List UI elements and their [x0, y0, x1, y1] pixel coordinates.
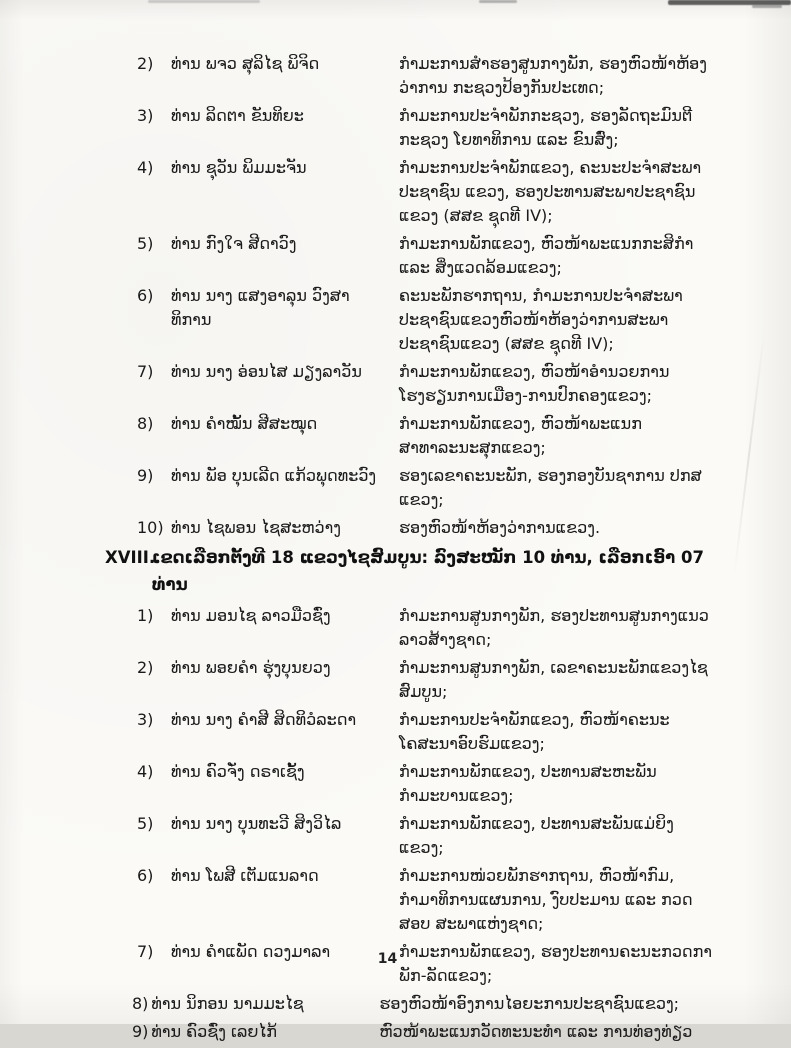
candidate-name: ທ່ານ ພຈວ ສຸລິໄຊ ພິຈິດ	[171, 54, 320, 73]
list-item	[137, 708, 715, 756]
candidate-name: ທ່ານ ຄົວຈັ່ງ ດຣາເຊັ້ງ	[171, 762, 305, 781]
item-number: 4)	[137, 158, 154, 177]
scan-artifact	[752, 5, 782, 8]
candidate-name: ທ່ານ ລິດຕາ ຂັນທິຍະ	[171, 106, 304, 125]
candidate-name: ທ່ານ ຄຳແພັດ ດວງມາລາ	[171, 942, 331, 961]
candidate-role: ຄະນະພັກຮາກຖານ, ກຳມະການປະຈຳສະພາປະຊາຊົນແຂວງຫົວໜ້າຫ້ອງວ່າການສະພາປະຊາຊົນແຂວງ (ສສຂ ຊຸດທີ IV);	[399, 286, 683, 353]
item-number: 8)	[137, 414, 154, 433]
list-item	[137, 864, 715, 936]
list-item	[132, 992, 715, 1016]
item-number: 4)	[137, 762, 154, 781]
candidate-role: ຮອງຫົວໜ້າຫ້ອງວ່າການແຂວງ.	[399, 518, 601, 537]
candidate-role: ກຳມະການສູນກາງພັກ, ຮອງປະທານສູນກາງແນວລາວສ້າງຊາດ;	[399, 606, 709, 649]
candidate-role: ກຳມະການພັກແຂວງ, ຫົວໜ້າອຳນວຍການໂຮງຮຽນການເມືອງ-ການປົກຄອງແຂວງ;	[399, 362, 670, 405]
candidate-name: ທ່ານ ນາງ ອ່ອນໄສ ມຽງລາວັນ	[171, 362, 362, 381]
list-item	[132, 1020, 715, 1044]
item-number: 7)	[137, 942, 154, 961]
candidate-role: ຫົວໜ້າພະແນກວັດທະນະທຳ ແລະ ການທ່ອງທ່ຽວ	[379, 1022, 693, 1041]
list-item	[137, 412, 715, 460]
scan-artifact	[148, 0, 260, 3]
section-title: ເຂດເລືອກຕັ້ງທີ 18 ແຂວງໄຊສົມບູນ: ລົງສະໝັກ 10 ທ່ານ, ເລືອກເອົາ 07 ທ່ານ	[152, 548, 704, 594]
candidate-role: ຮອງຫົວໜ້າອົງການໄອຍະການປະຊາຊົນແຂວງ;	[379, 994, 680, 1013]
candidate-name: ທ່ານ ພັອ ບຸນເລີດ ແກ້ວພຸດທະວົງ	[171, 466, 377, 485]
candidate-role: ກຳມະການພັກແຂວງ, ຫົວໜ້າພະແນກກະສິກຳ ແລະ ສິ່ງແວດລ້ອມແຂວງ;	[399, 234, 694, 277]
candidate-name: ທ່ານ ນິກອນ ນາມມະໄຊ	[151, 994, 304, 1013]
item-number: 5)	[137, 814, 154, 833]
section-numeral: XVIII.	[105, 548, 156, 567]
document-content	[105, 52, 715, 1048]
item-number: 2)	[137, 54, 154, 73]
candidate-role: ກຳມະການປະຈຳພັກແຂວງ, ຫົວໜ້າຄະນະໂຄສະນາອົບຮົມແຂວງ;	[399, 710, 670, 753]
page-number: 14	[377, 951, 398, 967]
candidate-name: ທ່ານ ຄຳໝັ້ນ ສີສະໝຸດ	[171, 414, 318, 433]
item-number: 9)	[132, 1022, 149, 1041]
list-item	[137, 604, 715, 652]
item-number: 3)	[137, 710, 154, 729]
candidate-role: ກຳມະການພັກແຂວງ, ຮອງປະທານຄະນະກວດກາພັກ-ລັດແຂວງ;	[399, 942, 712, 985]
item-number: 1)	[137, 606, 154, 625]
candidate-role: ກຳມະການປະຈຳພັກແຂວງ, ຄະນະປະຈຳສະພາປະຊາຊົນ ແຂວງ, ຮອງປະທານສະພາປະຊາຊົນແຂວງ (ສສຂ ຊຸດທີ IV);	[399, 158, 702, 225]
list-item	[137, 656, 715, 704]
scan-artifact	[479, 0, 517, 3]
item-number: 2)	[137, 658, 154, 677]
item-number: 3)	[137, 106, 154, 125]
candidate-role: ກຳມະການໜ່ວຍພັກຮາກຖານ, ຫົວໜ້າກົມ, ກຳມາທິການແຜນການ, ງົບປະມານ ແລະ ກວດສອບ ສະພາແຫ່ງຊາດ;	[399, 866, 693, 933]
candidate-role: ກຳມະການພັກແຂວງ, ຫົວໜ້າພະແນກສາທາລະນະສຸກແຂວງ;	[399, 414, 642, 457]
list-item	[137, 52, 715, 100]
candidate-role: ກຳມະການພັກແຂວງ, ປະທານສະພັນແມ່ຍິງແຂວງ;	[399, 814, 674, 857]
candidate-name: ທ່ານ ນາງ ຄຳສີ ສິດທິວໍລະດາ	[171, 710, 357, 729]
candidate-role: ຮອງເລຂາຄະນະພັກ, ຮອງກອງບັນຊາການ ປກສ ແຂວງ;	[399, 466, 702, 509]
list-item	[137, 516, 715, 540]
item-number: 7)	[137, 362, 154, 381]
candidate-name: ທ່ານ ກົງໃຈ ສີດາວົງ	[171, 234, 297, 253]
candidate-name: ທ່ານ ມອນໄຊ ລາວມືວຊົ່ງ	[171, 606, 331, 625]
candidate-role: ກຳມະການສູນກາງພັກ, ເລຂາຄະນະພັກແຂວງໄຊສົມບູນ;	[399, 658, 708, 701]
item-number: 8)	[132, 994, 149, 1013]
item-number: 10)	[137, 518, 164, 537]
list-item	[137, 812, 715, 860]
candidate-name: ທ່ານ ຊຸວັນ ພິມມະຈັນ	[171, 158, 307, 177]
item-number: 5)	[137, 234, 154, 253]
candidate-role: ກຳມະການພັກແຂວງ, ປະທານສະຫະພັນກຳມະບານແຂວງ;	[399, 762, 657, 805]
candidate-name: ທ່ານ ໂພສີ ເຕັມແນລາດ	[171, 866, 319, 885]
candidate-name: ທ່ານ ນາງ ແສງອາລຸນ ວົງສາທິການ	[171, 286, 350, 329]
section-header	[105, 544, 715, 598]
candidate-name: ທ່ານ ນາງ ບຸນທະວີ ສິງວິໄລ	[171, 814, 342, 833]
candidate-name: ທ່ານ ໄຊພອນ ໄຊສະຫວ່າງ	[171, 518, 341, 537]
candidate-name: ທ່ານ ພອຍຄຳ ຮຸ່ງບຸນຍວງ	[171, 658, 331, 677]
scan-crease	[733, 331, 765, 579]
item-number: 6)	[137, 286, 154, 305]
list-item	[137, 464, 715, 512]
list-item	[137, 284, 715, 356]
item-number: 9)	[137, 466, 154, 485]
candidate-name: ທ່ານ ຄົວຊົ່ງ ເລຍໄກ້	[151, 1022, 277, 1041]
list-item	[137, 760, 715, 808]
item-number: 6)	[137, 866, 154, 885]
list-item	[137, 104, 715, 152]
list-item	[137, 360, 715, 408]
candidate-role: ກຳມະການປະຈຳພັກກະຊວງ, ຮອງລັດຖະມົນຕີ ກະຊວງ ໂຍທາທິການ ແລະ ຂົນສົ່ງ;	[399, 106, 693, 149]
candidate-role: ກຳມະການສຳຮອງສູນກາງພັກ, ຮອງຫົວໜ້າຫ້ອງວ່າການ ກະຊວງປ້ອງກັນປະເທດ;	[399, 54, 708, 97]
list-item	[137, 156, 715, 228]
list-item	[137, 232, 715, 280]
